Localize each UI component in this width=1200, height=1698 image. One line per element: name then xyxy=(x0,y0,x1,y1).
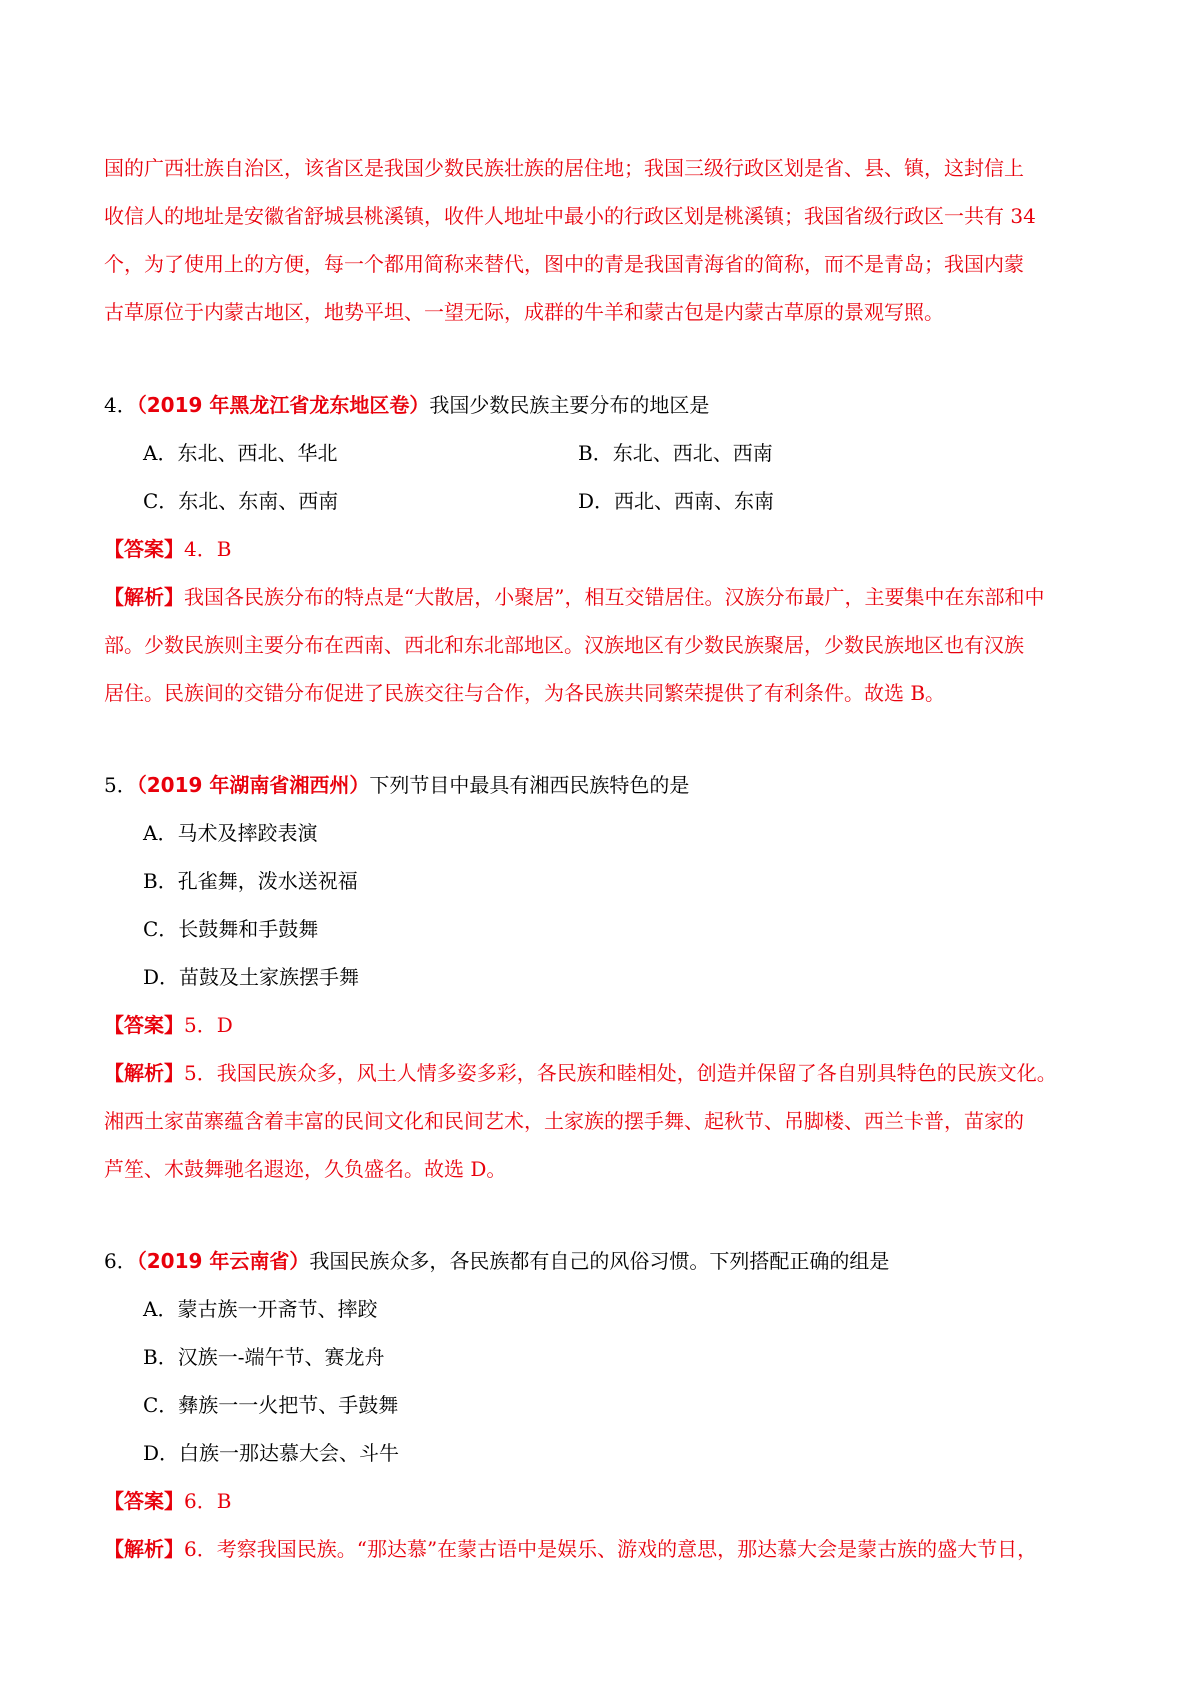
question-6-answer-value: 6．B xyxy=(184,1489,232,1513)
question-4-analysis-line-1 xyxy=(104,584,1104,610)
question-4-option-a: A．东北、西北、华北 xyxy=(143,441,338,465)
question-5-stem: 下列节目中最具有湘西民族特色的是 xyxy=(369,773,690,797)
question-5-analysis-label: 【解析】 xyxy=(104,1061,184,1085)
question-4-source: （2019 年黑龙江省龙东地区卷） xyxy=(136,393,430,417)
question-5-option-c: C．长鼓舞和手鼓舞 xyxy=(143,917,319,941)
question-4-analysis-line-2: 部。少数民族则主要分布在西南、西北和东北部地区。汉族地区有少数民族聚居，少数民族地区也有汉族 xyxy=(104,633,1024,657)
question-5-source: （2019 年湖南省湘西州） xyxy=(136,773,370,797)
question-4-option-d: D．西北、西南、东南 xyxy=(578,489,775,513)
question-5-answer xyxy=(104,1012,1104,1038)
question-4-answer-label: 【答案】 xyxy=(104,537,184,561)
question-5-option-b: B．孔雀舞，泼水送祝福 xyxy=(143,869,358,893)
intro-line-2: 收信人的地址是安徽省舒城县桃溪镇，收件人地址中最小的行政区划是桃溪镇；我国省级行政区一共有 34 xyxy=(104,204,1036,228)
question-6-number: 6． xyxy=(104,1249,137,1273)
question-6-source: （2019 年云南省） xyxy=(136,1249,310,1273)
question-4-stem: 我国少数民族主要分布的地区是 xyxy=(429,393,710,417)
question-4-analysis-text-1: 我国各民族分布的特点是“大散居，小聚居”，相互交错居住。汉族分布最广，主要集中在东部和中 xyxy=(184,585,1045,609)
question-4-option-c: C．东北、东南、西南 xyxy=(143,489,339,513)
question-6-analysis-text-1: 6．考察我国民族。“那达慕”在蒙古语中是娱乐、游戏的意思，那达慕大会是蒙古族的盛大节日， xyxy=(184,1537,1038,1561)
question-5-answer-value: 5．D xyxy=(184,1013,233,1037)
question-4-number: 4． xyxy=(104,393,137,417)
question-5-analysis-line-3: 芦笙、木鼓舞驰名遐迩，久负盛名。故选 D。 xyxy=(104,1157,507,1181)
question-5-number: 5． xyxy=(104,773,137,797)
question-6-analysis-line-1 xyxy=(104,1536,1104,1562)
intro-line-4: 古草原位于内蒙古地区，地势平坦、一望无际，成群的牛羊和蒙古包是内蒙古草原的景观写照。 xyxy=(104,300,944,324)
question-4-stem-line xyxy=(104,392,1104,418)
question-6-option-c: C．彝族一一火把节、手鼓舞 xyxy=(143,1393,399,1417)
question-4-analysis-label: 【解析】 xyxy=(104,585,184,609)
question-4-analysis-line-3: 居住。民族间的交错分布促进了民族交往与合作，为各民族共同繁荣提供了有利条件。故选 B。 xyxy=(104,681,946,705)
question-6-option-b: B．汉族一-端午节、赛龙舟 xyxy=(143,1345,385,1369)
question-5-option-a: A．马术及摔跤表演 xyxy=(143,821,318,845)
question-6-answer-label: 【答案】 xyxy=(104,1489,184,1513)
question-5-analysis-line-2: 湘西土家苗寨蕴含着丰富的民间文化和民间艺术，土家族的摆手舞、起秋节、吊脚楼、西兰卡普，苗家的 xyxy=(104,1109,1024,1133)
intro-line-1: 国的广西壮族自治区，该省区是我国少数民族壮族的居住地；我国三级行政区划是省、县、镇，这封信上 xyxy=(104,156,1024,180)
question-6-stem: 我国民族众多，各民族都有自己的风俗习惯。下列搭配正确的组是 xyxy=(309,1249,890,1273)
intro-line-3: 个，为了使用上的方便，每一个都用简称来替代，图中的青是我国青海省的简称，而不是青岛；我国内蒙 xyxy=(104,252,1024,276)
question-5-analysis-line-1 xyxy=(104,1060,1104,1086)
question-6-option-a: A．蒙古族一开斋节、摔跤 xyxy=(143,1297,378,1321)
question-4-option-b: B．东北、西北、西南 xyxy=(578,441,773,465)
question-5-option-d: D．苗鼓及土家族摆手舞 xyxy=(143,965,360,989)
question-6-option-d: D．白族一那达慕大会、斗牛 xyxy=(143,1441,400,1465)
question-6-stem-line xyxy=(104,1248,1104,1274)
question-6-answer xyxy=(104,1488,1104,1514)
question-6-analysis-label: 【解析】 xyxy=(104,1537,184,1561)
question-5-analysis-text-1: 5．我国民族众多，风土人情多姿多彩，各民族和睦相处，创造并保留了各自别具特色的民族文化。 xyxy=(184,1061,1057,1085)
question-5-answer-label: 【答案】 xyxy=(104,1013,184,1037)
question-4-answer-value: 4．B xyxy=(184,537,232,561)
question-5-stem-line xyxy=(104,772,1104,798)
question-4-answer xyxy=(104,536,1104,562)
